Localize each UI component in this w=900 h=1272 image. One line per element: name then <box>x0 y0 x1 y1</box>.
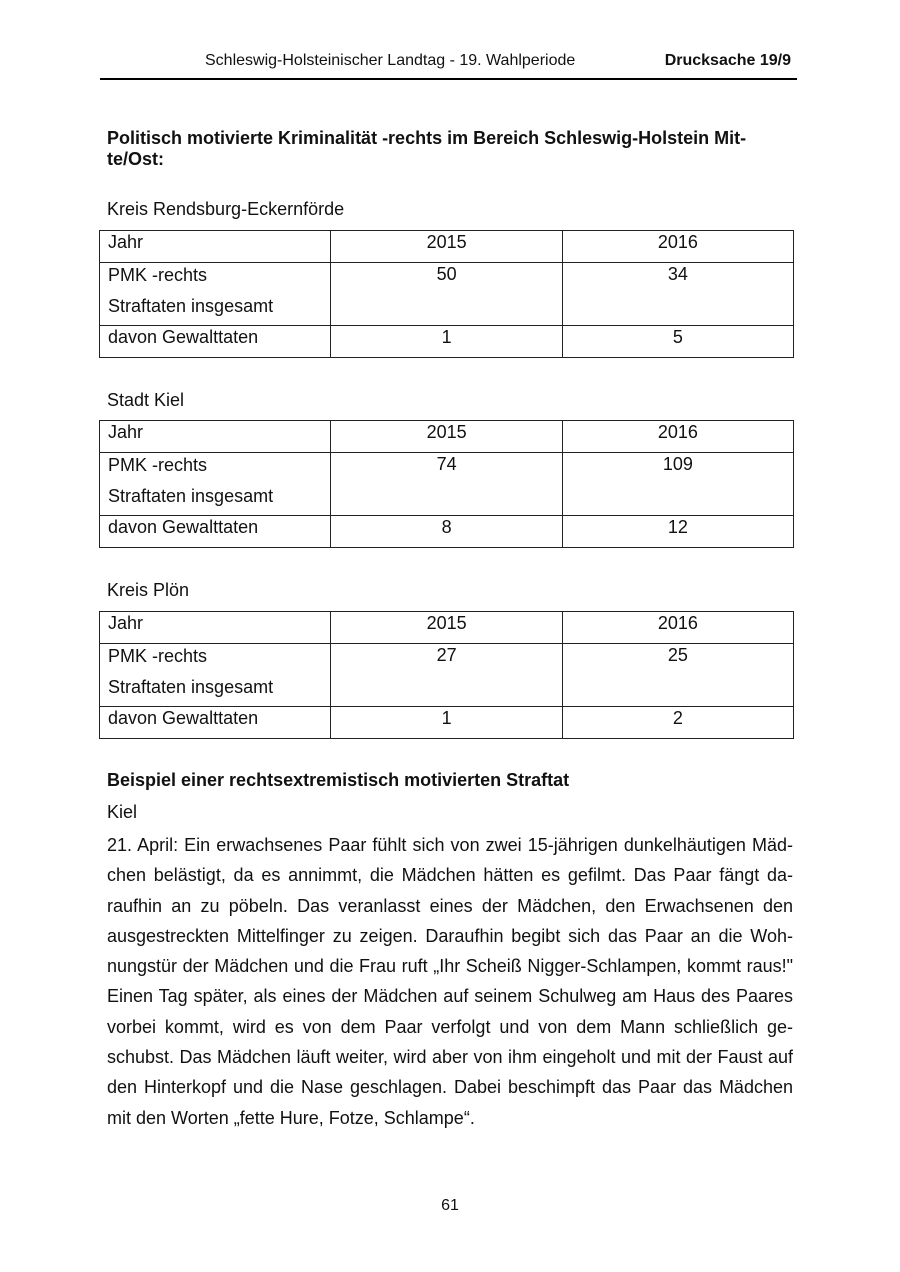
table-row-violent <box>100 326 794 358</box>
table-row-pmk-total <box>100 453 794 516</box>
table-header-row <box>100 421 794 453</box>
value-cell-2015: 1 <box>331 707 562 739</box>
header-cell-2015: 2015 <box>331 231 562 263</box>
row-label-pmk: PMK -rechts <box>108 455 208 475</box>
value-cell-2016: 109 <box>562 453 793 516</box>
table-header-row <box>100 231 794 263</box>
header-title: Schleswig-Holsteinischer Landtag - 19. Wahlperiode <box>205 52 576 69</box>
table-caption-rendsburg: Kreis Rendsburg-Eckernförde <box>107 199 345 219</box>
table-kreis-ploen <box>99 611 794 739</box>
table-rendsburg-eckernfoerde <box>99 230 794 358</box>
table-stadt-kiel <box>99 420 794 548</box>
row-label-pmk: PMK -rechts <box>108 265 208 285</box>
header-cell-year: Jahr <box>100 421 331 453</box>
value-cell-2016: 12 <box>562 516 793 548</box>
row-label-cell <box>100 644 331 707</box>
value-cell-2015: 74 <box>331 453 562 516</box>
header-cell-2016: 2016 <box>562 421 793 453</box>
row-label-total: Straftaten insgesamt <box>108 296 274 316</box>
header-cell-2015: 2015 <box>331 612 562 644</box>
value-cell-2016: 5 <box>562 326 793 358</box>
table-caption-kiel: Stadt Kiel <box>107 390 185 410</box>
page-header <box>100 48 797 80</box>
table-row-violent <box>100 707 794 739</box>
example-heading: Beispiel einer rechtsextremistisch motivierten Straftat <box>107 770 570 790</box>
value-cell-2015: 1 <box>331 326 562 358</box>
table-header-row <box>100 612 794 644</box>
example-paragraph: 21. April: Ein erwachsenes Paar fühlt sich von zwei 15-jährigen dunkelhäutigen Mädchen belästigt, da es annimmt, die Mädchen hätten es gefilmt. Das Paar fängt daraufhin an zu pöbeln. Das veranlasst eines der Mädchen, den Erwachsenen den ausgestreckten Mittelfinger zu zeigen. Daraufhin begibt sich das Paar an die Wohnungstür der Mädchen und die Frau ruft „Ihr Scheiß Nigger-Schlampen, kommt raus!" Einen Tag später, als eines der Mädchen auf seinem Schulweg am Haus des Paares vorbei kommt, wird es von dem Paar verfolgt und von dem Mann schließlich geschubst. Das Mädchen läuft weiter, wird aber von ihm eingeholt und mit der Faust auf den Hinterkopf und die Nase geschlagen. Dabei beschimpft das Paar das Mädchen mit den Worten „fette Hure, Fotze, Schlampe“. <box>107 835 793 1128</box>
value-cell-2016: 25 <box>562 644 793 707</box>
page-number: 61 <box>441 1197 459 1214</box>
row-label-violent: davon Gewalttaten <box>100 707 331 739</box>
table-row-pmk-total <box>100 263 794 326</box>
header-cell-2015: 2015 <box>331 421 562 453</box>
row-label-violent: davon Gewalttaten <box>100 516 331 548</box>
row-label-violent: davon Gewalttaten <box>100 326 331 358</box>
row-label-cell <box>100 453 331 516</box>
section-title: Politisch motivierte Kriminalität -rechts im Bereich Schleswig-Holstein Mitte/Ost: <box>107 128 747 169</box>
table-caption-ploen: Kreis Plön <box>107 580 190 600</box>
row-label-pmk: PMK -rechts <box>108 646 208 666</box>
value-cell-2016: 2 <box>562 707 793 739</box>
header-cell-2016: 2016 <box>562 612 793 644</box>
value-cell-2016: 34 <box>562 263 793 326</box>
value-cell-2015: 50 <box>331 263 562 326</box>
header-document-number: Drucksache 19/9 <box>664 52 791 69</box>
example-place: Kiel <box>107 802 138 822</box>
header-cell-year: Jahr <box>100 231 331 263</box>
value-cell-2015: 8 <box>331 516 562 548</box>
table-row-violent <box>100 516 794 548</box>
header-cell-year: Jahr <box>100 612 331 644</box>
table-row-pmk-total <box>100 644 794 707</box>
header-cell-2016: 2016 <box>562 231 793 263</box>
row-label-total: Straftaten insgesamt <box>108 677 274 697</box>
row-label-total: Straftaten insgesamt <box>108 486 274 506</box>
row-label-cell <box>100 263 331 326</box>
value-cell-2015: 27 <box>331 644 562 707</box>
